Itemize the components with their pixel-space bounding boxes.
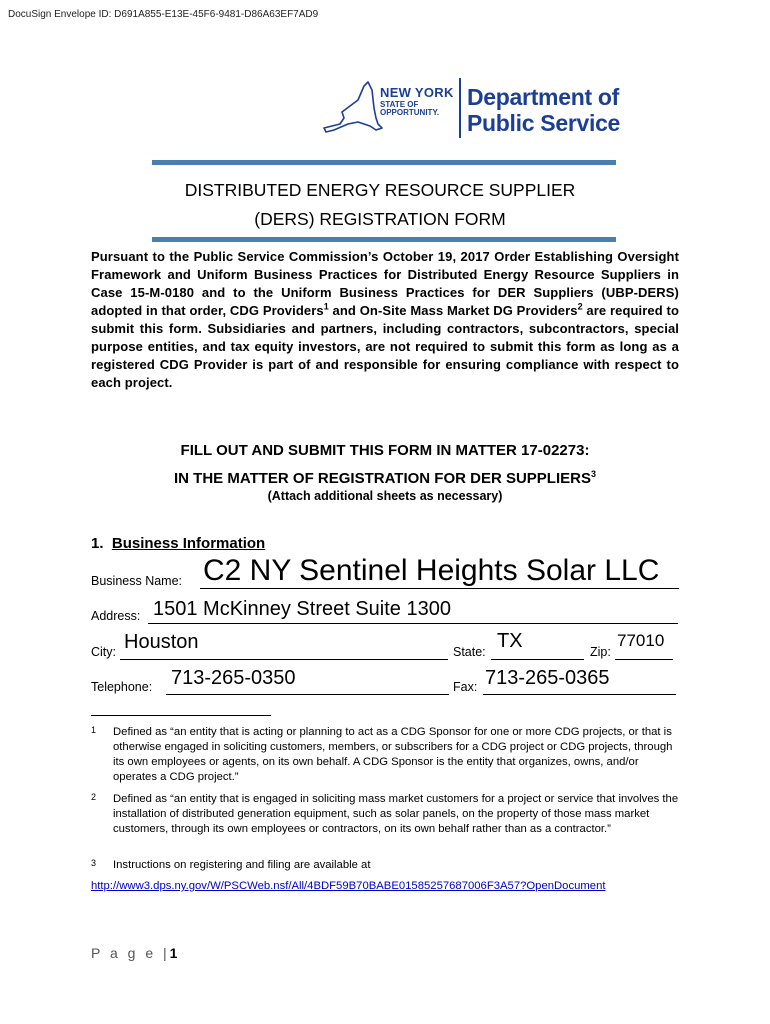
dept-line2: Public Service [467, 110, 621, 136]
business-name-label: Business Name: [91, 574, 183, 588]
zip-field[interactable]: 77010 [617, 631, 665, 650]
address-line [148, 623, 678, 624]
form-title-line2: (DERS) REGISTRATION FORM [254, 209, 506, 229]
address-label: Address: [91, 609, 141, 623]
intro-text-1: Pursuant to the Public Service Commission’s October 19, 2017 Order Establishing Oversight Framework and Uniform Business Practices for Distributed Energy Resource Suppliers in Case 15-M-0180 and to the Uniform Business Practices for DER Suppliers (UBP-DERS) adopted in that order, CDG Providers [91, 249, 679, 318]
ny-line2: STATE OF [380, 100, 419, 109]
ny-line3: OPPORTUNITY. [380, 108, 440, 117]
footnote-ref-3: 3 [590, 469, 596, 479]
page-number [91, 945, 177, 961]
page-label: P a g e | [91, 945, 170, 961]
ny-line1: NEW YORK [380, 85, 454, 100]
title-rule [152, 237, 616, 242]
page-number-value: 1 [169, 945, 178, 961]
section-title: Business Information [111, 535, 266, 552]
state-field[interactable]: TX [497, 630, 523, 652]
ny-state-wordmark [380, 86, 454, 117]
footnote-1-text: Defined as “an entity that is acting or planning to act as a CDG Sponsor for one or more CDG projects, or that is otherwise engaged in soliciting customers, members, or subscribers for a CDG project or CDG projects, through its own employees or agents, on its own behalf. A CDG Sponsor is the entity that organizes, owns, and/or operates a CDG project.” [113, 726, 673, 783]
state-line [491, 659, 584, 660]
section-number: 1. [91, 535, 104, 552]
footnote-ref-1: 1 [323, 301, 329, 312]
intro-text-2: and On-Site Mass Market DG Providers [328, 303, 578, 318]
fax-field[interactable]: 713-265-0365 [485, 667, 610, 689]
form-title-line1: DISTRIBUTED ENERGY RESOURCE SUPPLIER [184, 180, 576, 200]
new-york-state-map-logo [320, 78, 384, 136]
attach-note: (Attach additional sheets as necessary) [267, 489, 503, 503]
footnote-1 [91, 725, 681, 785]
address-field[interactable]: 1501 McKinney Street Suite 1300 [153, 598, 451, 620]
intro-paragraph [91, 248, 679, 392]
fax-label: Fax: [453, 680, 478, 694]
business-name-line [200, 588, 679, 589]
dept-line1: Department of [467, 84, 620, 110]
state-label: State: [453, 645, 486, 659]
footnote-3 [91, 858, 681, 873]
instructions-line1: FILL OUT AND SUBMIT THIS FORM IN MATTER 17-02273: [180, 442, 590, 459]
instructions-line2-text: IN THE MATTER OF REGISTRATION FOR DER SUPPLIERS [174, 470, 591, 487]
intro-text-3: are required to submit this form. Subsidiaries and partners, including contractors, subcontractors, special purpose entities, and tax equity investors, are not required to submit this form as long as a registered CDG Provider is part of and responsible for ensuring compliance with respect to each project. [91, 303, 679, 390]
business-name-field[interactable]: C2 NY Sentinel Heights Solar LLC [203, 554, 660, 587]
footnote-3-text: Instructions on registering and filing are available at [113, 859, 371, 871]
city-label: City: [91, 645, 116, 659]
fax-line [483, 694, 676, 695]
city-line [120, 659, 448, 660]
footnote-2 [91, 792, 681, 837]
instructions-heading [90, 437, 680, 493]
footnote-1-number: 1 [91, 725, 97, 735]
footnote-ref-2: 2 [577, 301, 583, 312]
footnote-3-number: 3 [91, 858, 97, 868]
footnote-2-number: 2 [91, 792, 97, 802]
telephone-field[interactable]: 713-265-0350 [171, 667, 296, 689]
top-rule [152, 160, 616, 165]
footnote-3-link[interactable]: http://www3.dps.ny.gov/W/PSCWeb.nsf/All/4BDF59B70BABE01585257687006F3A57?OpenDocument [91, 880, 606, 892]
telephone-line [166, 694, 449, 695]
section-heading [91, 535, 265, 552]
docusign-envelope-id: DocuSign Envelope ID: D691A855-E13E-45F6-9481-D86A63EF7AD9 [8, 9, 319, 20]
city-field[interactable]: Houston [124, 631, 199, 653]
form-title [100, 176, 660, 234]
zip-line [615, 659, 673, 660]
footnote-2-text: Defined as “an entity that is engaged in soliciting mass market customers for a project or service that involves the installation of distributed generation equipment, such as solar panels, on the property of those mass market customers, through its own employees or contractors, on its own behalf rather than as a contractor.” [113, 793, 679, 835]
logo-divider [459, 78, 461, 138]
footnote-separator [91, 715, 271, 716]
zip-label: Zip: [590, 645, 611, 659]
department-name [467, 84, 620, 136]
telephone-label: Telephone: [91, 680, 153, 694]
